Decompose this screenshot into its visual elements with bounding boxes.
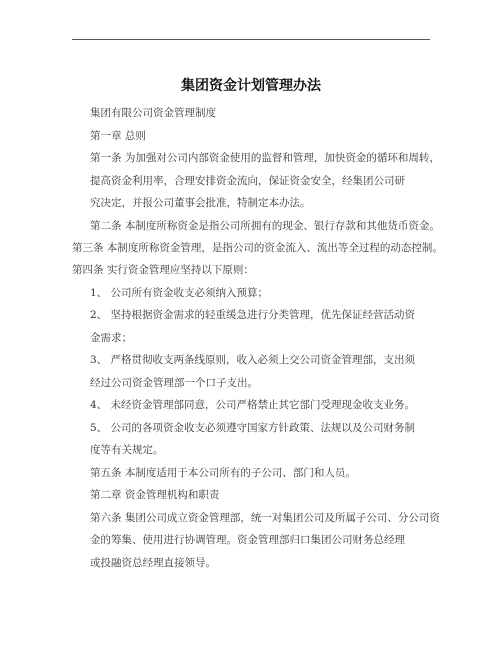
body-line-6: 第二条 本制度所称资金是指公司所拥有的现金、银行存款和其他货币资金。: [90, 220, 440, 232]
body-line-16: 度等有关规定。: [90, 444, 164, 456]
body-line-21: 或投融资总经理直接领导。: [90, 557, 216, 569]
body-line-19: 第六条 集团公司成立资金管理部，统一对集团公司及所属子公司、分公司资: [90, 512, 440, 524]
body-line-9: 1、 公司所有资金收支必须纳入预算；: [90, 287, 269, 299]
document-title: 集团资金计划管理办法: [181, 78, 321, 94]
body-line-4: 提高资金利用率，合理安排资金流向，保证资金安全，经集团公司研: [90, 175, 405, 187]
body-line-1: 集团有限公司资金管理制度: [90, 107, 216, 119]
body-line-8: 第四条 实行资金管理应坚持以下原则：: [72, 264, 254, 276]
body-line-18: 第二章 资金管理机构和职责: [90, 489, 220, 501]
body-line-15: 5、 公司的各项资金收支必须遵守国家方针政策、法规以及公司财务制: [90, 422, 416, 434]
header-rule: [72, 39, 430, 40]
body-line-7: 第三条 本制度所称资金管理，是指公司的资金流入、流出等全过程的动态控制。: [72, 242, 443, 254]
body-line-20: 金的筹集、使用进行协调管理。资金管理部归口集团公司财务总经理: [90, 534, 405, 546]
body-line-13: 经过公司资金管理部一个口子支出。: [90, 377, 258, 389]
body-line-12: 3、 严格贯彻收支两条线原则，收入必须上交公司资金管理部，支出须: [90, 354, 416, 366]
body-line-10: 2、 坚持根据资金需求的轻重缓急进行分类管理，优先保证经营活动资: [90, 309, 416, 321]
body-line-5: 究决定，并报公司董事会批准，特制定本办法。: [90, 197, 311, 209]
body-line-2: 第一章 总则: [90, 130, 146, 142]
body-line-11: 金需求；: [90, 332, 132, 344]
body-line-17: 第五条 本制度适用于本公司所有的子公司、部门和人员。: [90, 467, 356, 479]
body-line-3: 第一条 为加强对公司内部资金使用的监督和管理，加快资金的循环和周转，: [90, 152, 440, 164]
body-line-14: 4、 未经资金管理部同意，公司严格禁止其它部门受理现金收支业务。: [90, 399, 416, 411]
